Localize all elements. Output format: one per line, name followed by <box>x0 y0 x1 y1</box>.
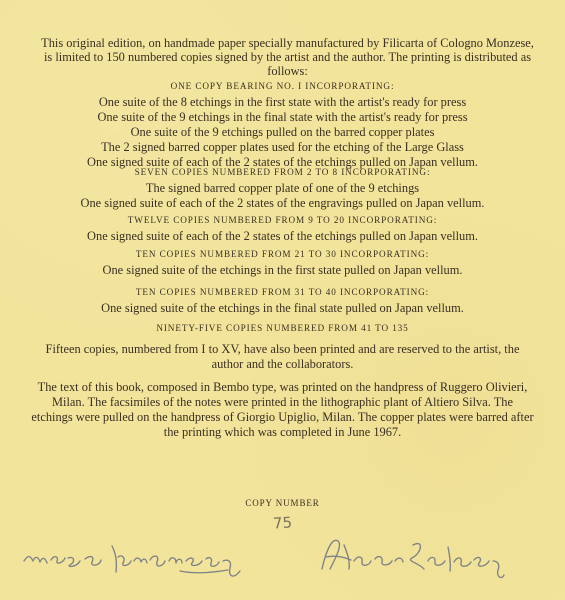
section-heading: ONE COPY BEARING NO. I INCORPORATING: <box>170 81 395 91</box>
section-line: One signed suite of the etchings in the first state pulled on Japan vellum. <box>102 263 463 277</box>
section-line: One suite of the 9 etchings pulled on the barred copper plates <box>130 125 435 139</box>
section-line: One signed suite of the etchings in the final state pulled on Japan vellum. <box>101 301 464 315</box>
section-heading: TEN COPIES NUMBERED FROM 31 TO 40 INCORPORATING: <box>135 287 430 297</box>
copy-number: 75 <box>272 513 293 533</box>
section-line: One signed suite of each of the 2 states of the etchings pulled on Japan vellum. <box>87 155 478 169</box>
section-heading: TEN COPIES NUMBERED FROM 21 TO 30 INCORPORATING: <box>135 249 430 259</box>
copy-number-label: COPY NUMBER <box>245 498 320 508</box>
edition-intro: This original edition, on handmade paper specially manufactured by Filicarta of Cologno Monzese, is limited to 150 numbered copies signed by the artist and the author. The printing is distributed as follows: <box>41 36 534 78</box>
section-copies-9-20 <box>28 214 537 244</box>
section-copies-21-30 <box>28 248 537 278</box>
artist-signature <box>20 527 250 585</box>
section-heading: NINETY-FIVE COPIES NUMBERED FROM 41 TO 135 <box>156 323 409 333</box>
section-heading: SEVEN COPIES NUMBERED FROM 2 TO 8 INCORPORATING: <box>134 167 431 177</box>
reserved-copies-note: Fifteen copies, numbered from I to XV, have also been printed and are reserved to the artist, the author and the collaborators. <box>45 342 520 371</box>
section-line: One suite of the 8 etchings in the first state with the artist's ready for press <box>98 95 467 109</box>
section-copies-41-135 <box>28 322 537 334</box>
section-line: The signed barred copper plate of one of the 9 etchings <box>145 181 420 195</box>
section-line: The 2 signed barred copper plates used for the etching of the Large Glass <box>101 140 464 154</box>
section-copy-one <box>28 80 537 170</box>
section-heading: TWELVE COPIES NUMBERED FROM 9 TO 20 INCORPORATING: <box>127 215 438 225</box>
section-copies-2-8 <box>28 166 537 211</box>
section-copies-31-40 <box>28 286 537 316</box>
author-signature <box>316 527 506 585</box>
section-line: One signed suite of each of the 2 states of the engravings pulled on Japan vellum. <box>80 196 485 210</box>
colophon: The text of this book, composed in Bembo type, was printed on the handpress of Ruggero Olivieri, Milan. The facsimiles of the notes were printed in the lithographic plant of Altiero Silva. The etchings were pulled on the handpress of Giorgio Upiglio, Milan. The copper plates were barred after the printing which was completed in June 1967. <box>31 380 534 439</box>
section-line: One suite of the 9 etchings in the final state with the artist's ready for press <box>97 110 468 124</box>
section-line: One signed suite of each of the 2 states of the etchings pulled on Japan vellum. <box>87 229 478 243</box>
